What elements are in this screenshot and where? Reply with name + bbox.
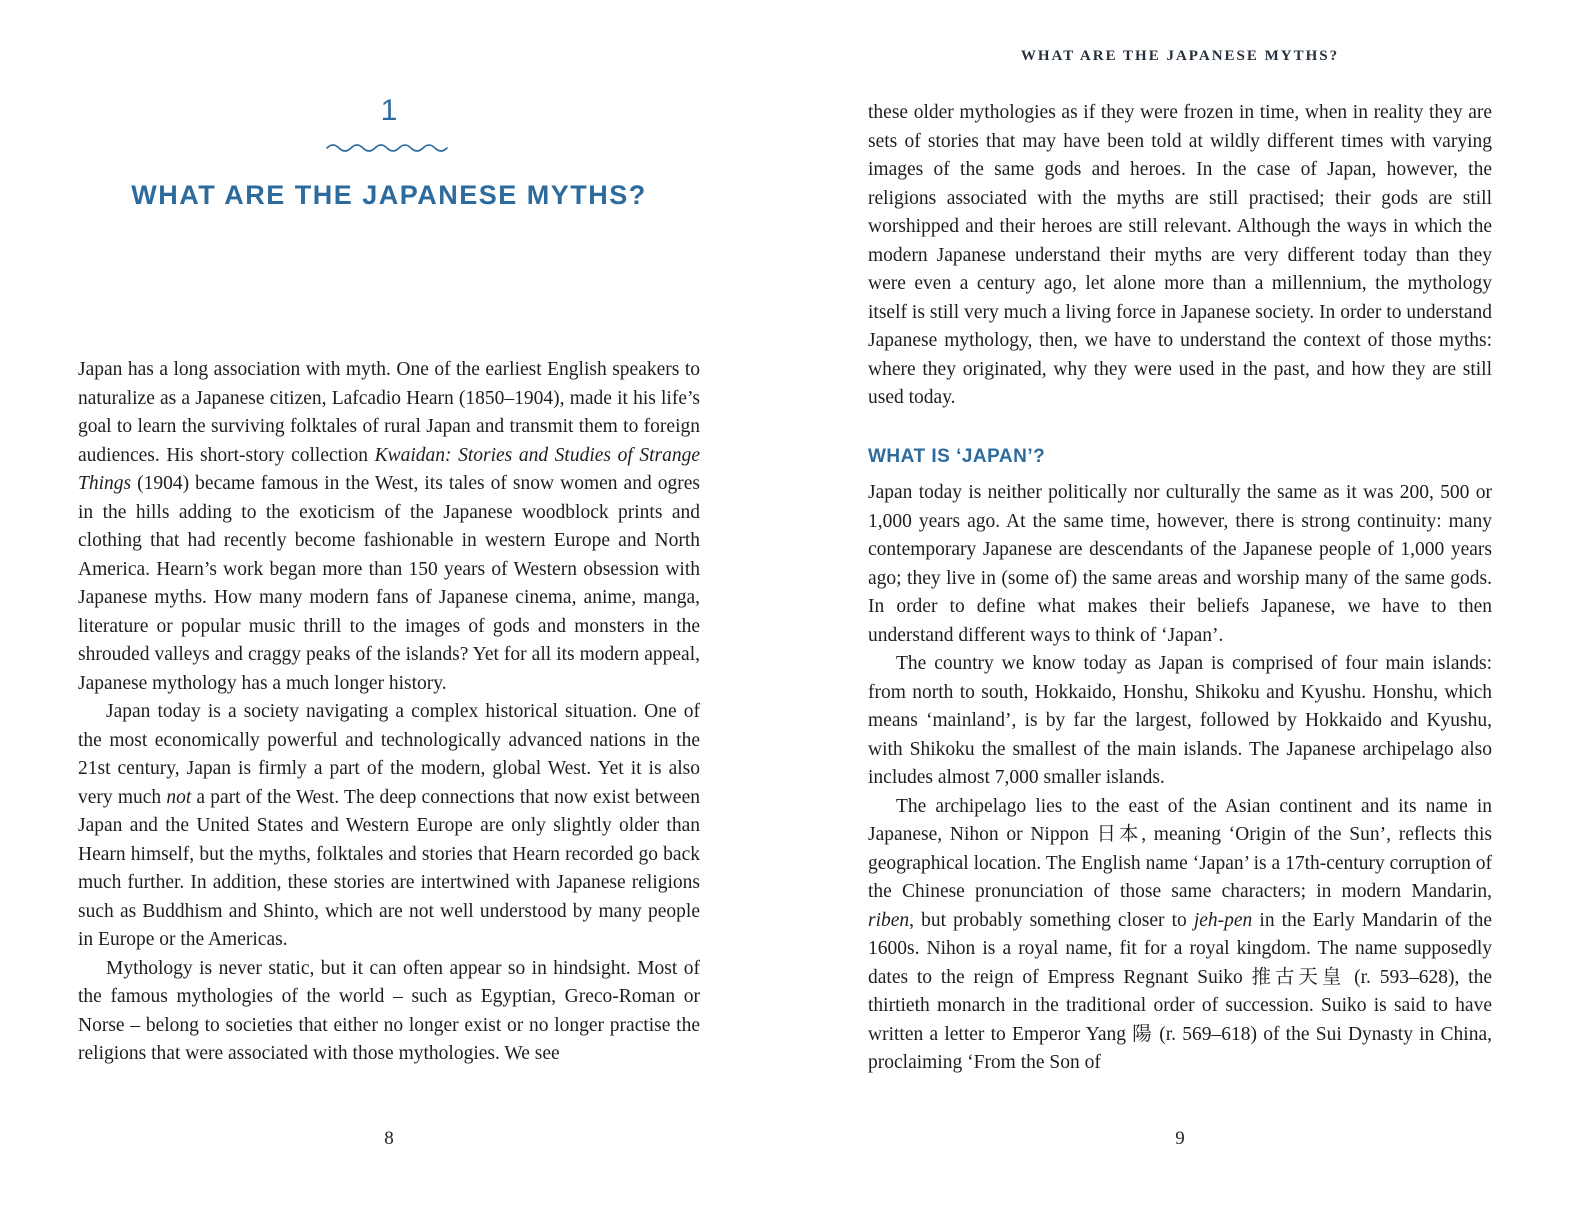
squiggle-divider <box>78 140 700 159</box>
right-body-text <box>868 99 1492 1078</box>
paragraph: these older mythologies as if they were frozen in time, when in reality they are sets of stories that may have been told at wildly different times with varying images of the same gods and heroes. In the case of Japan, however, the religions associated with the myths are still practised; their gods are still worshipped and their heroes are still relevant. Although the ways in which the modern Japanese understand their myths are very different today than they were even a century ago, let alone more than a millennium, the mythology itself is still very much a living force in Japanese society. In order to understand Japanese mythology, then, we have to understand the context of those myths: where they originated, why they were used in the past, and how they are still used today. <box>868 102 1492 408</box>
wavy-line-icon <box>324 140 454 154</box>
page-number-right: 9 <box>1175 1128 1185 1149</box>
chapter-number: 1 <box>380 94 398 127</box>
paragraph: Japan today is neither politically nor culturally the same as it was 200, 500 or 1,000 years ago. At the same time, however, there is strong continuity: many contemporary Japanese are descendants of the Japanese people of 1,000 years ago; they live in (some of) the same areas and worship many of the same gods. In order to define what makes their beliefs Japanese, we have to then understand different ways to think of ‘Japan’. <box>868 482 1492 646</box>
section-heading: WHAT IS ‘JAPAN’? <box>868 445 1046 467</box>
paragraph: Japan has a long association with myth. One of the earliest English speakers to naturalize as a Japanese citizen, Lafcadio Hearn (1850–1904), made it his life’s goal to learn the surviving folktales of rural Japan and transmit them to foreign audiences. His short-story collection Kwaidan: Stories and Studies of Strange Things (1904) became famous in the West, its tales of snow women and ogres in the hills adding to the exoticism of the Japanese woodblock prints and clothing that had recently become fashionable in western Europe and North America. Hearn’s work began more than 150 years of Western obsession with Japanese myths. How many modern fans of Japanese cinema, anime, manga, literature or popular music thrill to the images of gods and monsters in the shrouded valleys and craggy peaks of the islands? Yet for all its modern appeal, Japanese mythology has a much longer history. <box>78 359 700 694</box>
paragraph: The country we know today as Japan is comprised of four main islands: from north to south, Hokkaido, Honshu, Shikoku and Kyushu. Honshu, which means ‘mainland’, is by far the largest, followed by Hokkaido and Kyushu, with Shikoku the smallest of the main islands. The Japanese archipelago also includes almost 7,000 smaller islands. <box>868 653 1492 788</box>
page-right <box>798 0 1596 1212</box>
paragraph: The archipelago lies to the east of the Asian continent and its name in Japanese, Nihon or Nippon 日本, meaning ‘Origin of the Sun’, reflects this geographical location. The English name ‘Japan’ is a 17th-century corruption of the Chinese pronunciation of those same characters; in modern Mandarin, riben, but probably something closer to jeh-pen in the Early Mandarin of the 1600s. Nihon is a royal name, fit for a royal kingdom. The name supposedly dates to the reign of Empress Regnant Suiko 推古天皇 (r. 593–628), the thirtieth monarch in the traditional order of succession. Suiko is said to have written a letter to Emperor Yang 陽 (r. 569–618) of the Sui Dynasty in China, proclaiming ‘From the Son of <box>868 795 1492 1073</box>
paragraph: Japan today is a society navigating a complex historical situation. One of the most economically powerful and technologically advanced nations in the 21st century, Japan is firmly a part of the modern, global West. Yet it is also very much not a part of the West. The deep connections that now exist between Japan and the United States and Western Europe are only slightly older than Hearn himself, but the myths, folktales and stories that Hearn recorded go back much further. In addition, these stories are intertwined with Japanese religions such as Buddhism and Shinto, which are not well understood by many people in Europe or the Americas. <box>78 701 700 950</box>
chapter-title: WHAT ARE THE JAPANESE MYTHS? <box>131 180 647 210</box>
left-body-text <box>78 356 700 1069</box>
running-header: WHAT ARE THE JAPANESE MYTHS? <box>1020 48 1340 64</box>
paragraph: Mythology is never static, but it can often appear so in hindsight. Most of the famous mythologies of the world – such as Egyptian, Greco-Roman or Norse – belong to societies that either no longer exist or no longer practise the religions that were associated with those mythologies. We see <box>78 957 700 1064</box>
page-number-left: 8 <box>384 1128 394 1149</box>
